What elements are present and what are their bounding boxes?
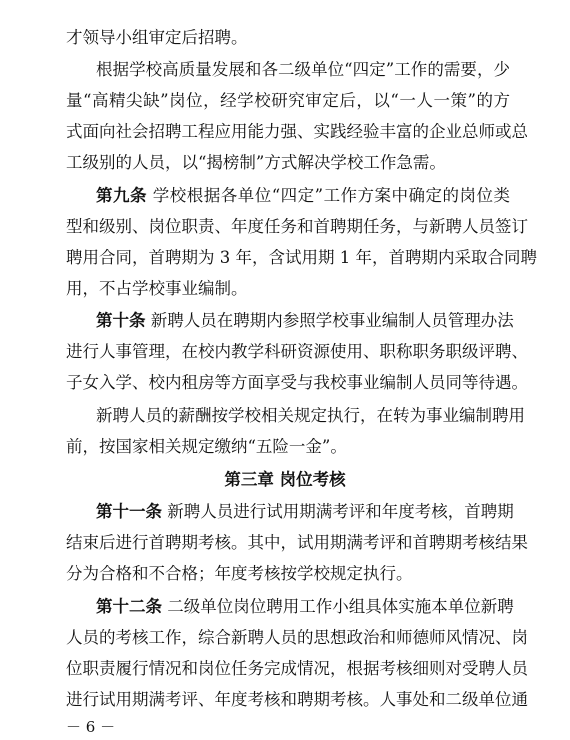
text-line: 才领导小组审定后招聘。 xyxy=(66,28,248,47)
article-text: 二级单位岗位聘用工作小组具体实施本单位新聘 xyxy=(167,597,514,616)
text-line: 型和级别、岗位职责、年度任务和首聘期任务，与新聘人员签订 xyxy=(66,217,528,236)
text-line: 分为合格和不合格；年度考核按学校规定执行。 xyxy=(66,564,413,583)
text-line: 结束后进行首聘期考核。其中，试用期满考评和首聘期考核结果 xyxy=(66,533,528,552)
article-number: 第十二条 xyxy=(96,597,162,616)
text-line: 位职责履行情况和岗位任务完成情况，根据考核细则对受聘人员 xyxy=(66,659,528,678)
text-line: 聘用合同，首聘期为 3 年，含试用期 1 年，首聘期内采取合同聘 xyxy=(66,248,537,267)
text-line: 子女入学、校内租房等方面享受与我校事业编制人员同等待遇。 xyxy=(66,373,528,392)
text-line: 人员的考核工作，综合新聘人员的思想政治和师德师风情况、岗 xyxy=(66,628,528,647)
article-line xyxy=(96,502,514,522)
article-number: 第十一条 xyxy=(96,502,162,521)
article-line xyxy=(96,311,514,331)
page-number: － 6 － xyxy=(66,718,116,736)
chapter-title: 第三章 岗位考核 xyxy=(224,470,346,489)
text-line: 进行试用期满考评、年度考核和聘期考核。人事处和二级单位通 xyxy=(66,690,528,709)
article-text: 学校根据各单位“四定”工作方案中确定的岗位类 xyxy=(152,186,511,205)
article-line xyxy=(96,186,510,206)
text-line: 前，按国家相关规定缴纳“五险一金”。 xyxy=(66,437,347,456)
article-line xyxy=(96,597,514,617)
article-number: 第九条 xyxy=(96,186,147,205)
text-line: 新聘人员的薪酬按学校相关规定执行，在转为事业编制聘用 xyxy=(96,406,525,425)
text-line: 式面向社会招聘工程应用能力强、实践经验丰富的企业总师或总 xyxy=(66,122,528,141)
text-line: 量“高精尖缺”岗位，经学校研究审定后，以“一人一策”的方 xyxy=(66,91,510,110)
article-text: 新聘人员进行试用期满考评和年度考核，首聘期 xyxy=(167,502,514,521)
text-line: 用，不占学校事业编制。 xyxy=(66,279,248,298)
text-line: 工级别的人员，以“揭榜制”方式解决学校工作急需。 xyxy=(66,153,446,172)
text-line: 进行人事管理，在校内教学科研资源使用、职称职务职级评聘、 xyxy=(66,342,528,361)
article-text: 新聘人员在聘期内参照学校事业编制人员管理办法 xyxy=(150,311,514,330)
article-number: 第十条 xyxy=(96,311,146,330)
text-line: 根据学校高质量发展和各二级单位“四定”工作的需要，少 xyxy=(96,60,510,79)
